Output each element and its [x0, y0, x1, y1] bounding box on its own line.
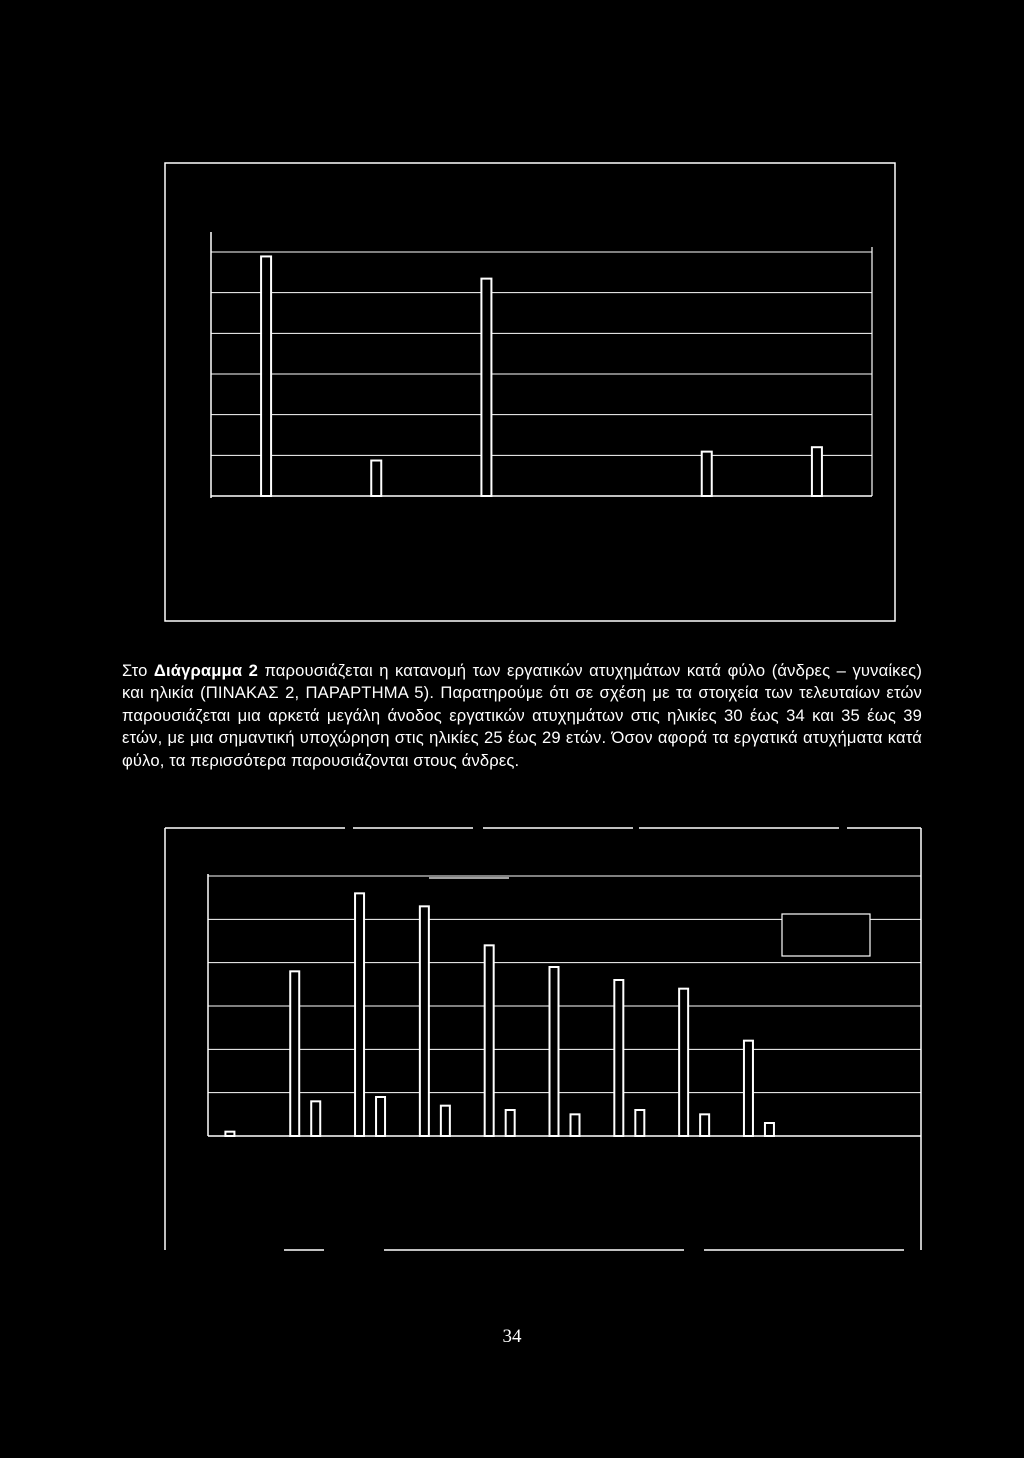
bar-1-c6	[550, 967, 559, 1136]
bar-2-c9	[765, 1123, 774, 1136]
bar-1-c6	[812, 447, 822, 496]
chart-top-svg	[164, 162, 896, 622]
bar-1-c2	[371, 461, 381, 496]
chart-gender-age	[164, 824, 922, 1252]
bar-2-c8	[700, 1114, 709, 1136]
bar-1-c4	[420, 906, 429, 1136]
paragraph-lead: Στο	[122, 661, 154, 680]
bar-1-c5	[702, 452, 712, 496]
chart-frame	[165, 163, 895, 621]
bar-1-c3	[355, 893, 364, 1136]
bar-2-c5	[506, 1110, 515, 1136]
page-number: 34	[502, 1326, 522, 1347]
paragraph-text: παρουσιάζεται η κατανομή των εργατικών ατυχημάτων κατά φύλο (άνδρες – γυναίκες) και ηλικία (ΠΙΝΑΚΑΣ 2, ΠΑΡΑΡΤΗΜΑ 5). Παρατηρούμε ότι σε σχέση με τα στοιχεία των τελευταίων ετών παρουσιάζεται μια αρκετά μεγάλη άνοδος εργατικών ατυχημάτων στις ηλικίες 30 έως 34 και 35 έως 39 ετών, με μια σημαντική υποχώρηση στις ηλικίες 25 έως 29 ετών. Όσον αφορά τα εργατικά ατυχήματα κατά φύλο, τα περισσότερα παρουσιάζονται στους άνδρες.	[122, 661, 923, 770]
bar-1-c1	[261, 256, 271, 496]
chart-bottom-svg	[164, 824, 922, 1252]
bar-1-c2	[290, 971, 299, 1136]
bars	[225, 893, 774, 1136]
legend-box	[782, 914, 870, 956]
bar-2-c7	[635, 1110, 644, 1136]
chart-age-distribution	[164, 162, 896, 622]
bar-2-c2	[311, 1101, 320, 1136]
bar-1-c8	[679, 989, 688, 1136]
bar-2-c3	[376, 1097, 385, 1136]
gridlines	[211, 252, 872, 455]
bar-1-c5	[485, 945, 494, 1136]
bar-1-c7	[614, 980, 623, 1136]
bar-1-c1	[225, 1132, 234, 1136]
body-paragraph	[122, 660, 922, 772]
bar-1-c3	[481, 279, 491, 496]
bar-2-c4	[441, 1106, 450, 1136]
bar-2-c6	[571, 1114, 580, 1136]
bar-1-c9	[744, 1041, 753, 1136]
gridlines	[208, 876, 921, 1093]
diagram-reference: Διάγραμμα 2	[153, 661, 259, 680]
